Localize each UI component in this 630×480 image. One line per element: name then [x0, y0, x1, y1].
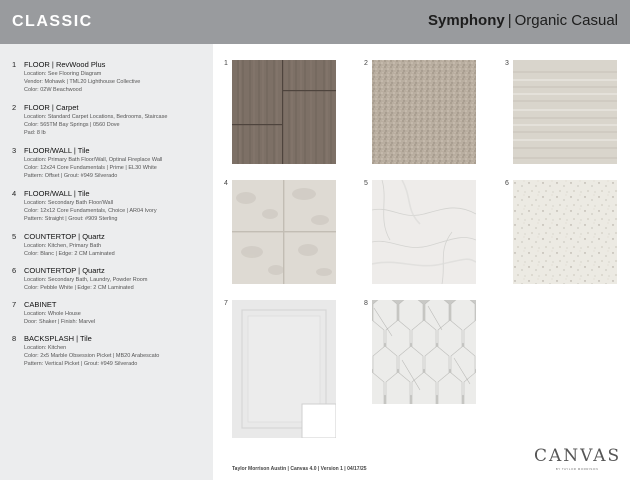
- spec-detail: Color: 12x12 Core Fundamentals, Choice | AR04 Ivory: [24, 208, 157, 214]
- spec-detail: Pattern: Straight | Grout: #909 Sterling: [24, 216, 118, 222]
- spec-detail: Vendor: Mohawk | TML20 Lighthouse Collective: [24, 79, 141, 85]
- spec-title: BACKSPLASH | Tile: [24, 334, 92, 343]
- spec-detail: Pattern: Vertical Picket | Grout: #949 Silverado: [24, 361, 138, 367]
- spec-detail: Location: Secondary Bath Floor/Wall: [24, 200, 114, 206]
- carpet-swatch: [372, 60, 476, 164]
- picket-backsplash-swatch: [372, 300, 476, 404]
- collection-name: Symphony: [428, 12, 505, 29]
- spec-detail: Location: Standard Carpet Locations, Bedrooms, Staircase: [24, 114, 168, 120]
- marble-quartz-swatch: [372, 180, 476, 284]
- header-bar: [0, 0, 630, 44]
- spec-title: FLOOR/WALL | Tile: [24, 146, 90, 155]
- spec-detail: Door: Shaker | Finish: Marvel: [24, 319, 96, 325]
- spec-detail: Color: 565TM Bay Springs | 0560 Dove: [24, 122, 120, 128]
- brand-title: CLASSIC: [12, 13, 93, 30]
- spec-title: COUNTERTOP | Quartz: [24, 232, 105, 241]
- spec-number: 1: [12, 60, 17, 69]
- spec-detail: Location: Primary Bath Floor/Wall, Optinal Fireplace Wall: [24, 157, 163, 163]
- logo-wordmark: CANVAS: [534, 446, 622, 466]
- spec-detail: Location: See Flooring Diagram: [24, 71, 102, 77]
- spec-title: FLOOR/WALL | Tile: [24, 189, 90, 198]
- speckled-quartz-swatch: [513, 180, 617, 284]
- swatch-number: 8: [364, 300, 368, 307]
- swatch-number: 3: [505, 60, 509, 67]
- spec-number: 7: [12, 300, 17, 309]
- cabinet-swatch: [232, 300, 336, 438]
- spec-title: FLOOR | RevWood Plus: [24, 60, 106, 69]
- spec-sidebar: [0, 44, 213, 480]
- spec-detail: Pad: 8 lb: [24, 130, 46, 136]
- swatch-number: 2: [364, 60, 368, 67]
- spec-number: 2: [12, 103, 17, 112]
- collection-separator: |: [507, 12, 512, 29]
- spec-number: 6: [12, 266, 17, 275]
- swatch-number: 4: [224, 180, 228, 187]
- spec-detail: Location: Kitchen: [24, 345, 67, 351]
- spec-detail: Color: Pebble White | Edge: 2 CM Laminated: [24, 285, 134, 291]
- swatch-number: 6: [505, 180, 509, 187]
- collection-title: [428, 12, 618, 29]
- spec-number: 5: [12, 232, 17, 241]
- square-tile-swatch: [232, 180, 336, 284]
- swatch-number: 7: [224, 300, 228, 307]
- collection-style: Organic Casual: [514, 12, 618, 29]
- spec-detail: Location: Kitchen, Primary Bath: [24, 243, 102, 249]
- swatch-number: 5: [364, 180, 368, 187]
- spec-detail: Color: 02W Beachwood: [24, 87, 82, 93]
- canvas-logo: [534, 446, 620, 476]
- spec-title: COUNTERTOP | Quartz: [24, 266, 105, 275]
- linear-tile-swatch: [513, 60, 617, 164]
- spec-detail: Location: Whole House: [24, 311, 81, 317]
- spec-detail: Color: Blanc | Edge: 2 CM Laminated: [24, 251, 115, 257]
- logo-subtitle: BY TAYLOR MORRISON: [555, 467, 599, 471]
- spec-detail: Color: 2x5 Marble Obsession Picket | MB20 Arabescato: [24, 353, 160, 359]
- spec-number: 4: [12, 189, 17, 198]
- spec-number: 3: [12, 146, 17, 155]
- swatch-number: 1: [224, 60, 228, 67]
- spec-detail: Pattern: Offset | Grout: #949 Silverado: [24, 173, 118, 179]
- wood-floor-swatch: [232, 60, 336, 164]
- spec-detail: Color: 12x24 Core Fundamentals | Prime | EL30 White: [24, 165, 157, 171]
- spec-title: CABINET: [24, 300, 57, 309]
- spec-number: 8: [12, 334, 17, 343]
- footer-credit: Taylor Morrison Austin | Canvas 4.0 | Version 1 | 04/17/25: [232, 466, 367, 472]
- spec-detail: Location: Secondary Bath, Laundry, Powder Room: [24, 277, 148, 283]
- spec-title: FLOOR | Carpet: [24, 103, 79, 112]
